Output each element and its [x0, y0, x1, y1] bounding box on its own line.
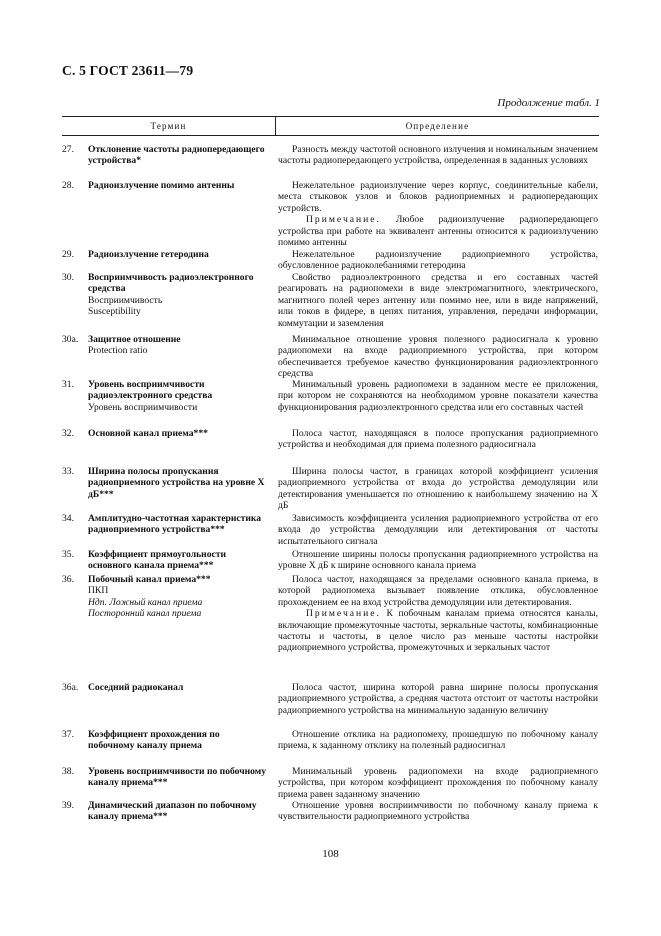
term-synonym: Ндп. Ложный канал приема	[88, 596, 203, 608]
definition-note	[278, 214, 598, 248]
table-continuation-label: Продолжение табл. 1	[497, 97, 600, 109]
definition-cell	[278, 428, 598, 451]
term-text: Коэффициент прохождения по побочному каналу приема	[88, 729, 220, 752]
term-cell	[62, 180, 268, 191]
term-title	[62, 249, 268, 260]
term-number: 27.	[62, 144, 74, 155]
term-text: Побочный канал приема***	[88, 574, 211, 585]
column-header-definition: Определение	[405, 121, 470, 131]
term-title	[62, 766, 268, 789]
definition-cell	[278, 513, 598, 547]
definition-text: Полоса частот, находящаяся в полосе пропускания радиоприемного устройства и необходимая для приема полезного радиосигнала	[278, 428, 598, 451]
term-text: Радиоизлучение помимо антенны	[88, 180, 235, 191]
term-title	[62, 180, 268, 191]
term-cell	[62, 272, 268, 318]
term-number: 34.	[62, 513, 74, 524]
term-title	[62, 144, 268, 167]
term-title	[62, 466, 268, 500]
definition-text: Свойство радиоэлектронного средства и его составных частей реагировать на радиопомехи в виде электромагнитного, электрического, магнитного полей через антенну или помимо нее, или в виде напряжений, или токов в фидере, в цепях питания, управления, передачи информации, коммутации и заземления	[278, 272, 598, 329]
definition-note	[278, 608, 598, 654]
page-number: 108	[322, 848, 339, 860]
definition-cell	[278, 729, 598, 752]
term-text: Соседний радиоканал	[88, 682, 184, 693]
term-text: Динамический диапазон по побочному каналу приема***	[88, 800, 257, 823]
term-title	[62, 334, 268, 345]
term-title	[62, 729, 268, 752]
definition-cell	[278, 574, 598, 654]
term-title	[62, 428, 268, 439]
term-text: Амплитудно-частотная характеристика радиоприемного устройства***	[88, 513, 262, 536]
note-text: Любое радиоизлучение радиопередающего устройства при работе на эквивалент антенны относится к радиоизлучению помимо антенны	[278, 214, 598, 249]
term-text: Отклонение частоты радиопередающего устройства*	[88, 144, 265, 167]
definition-text: Полоса частот, ширина которой равна ширине полосы пропускания радиоприемного устройства, а средняя частота отстоит от частоты настройки радиоприемного устройства на минимальную заданную величину	[278, 682, 598, 716]
definition-cell	[278, 549, 598, 572]
term-title	[62, 549, 268, 572]
document-code: С. 5 ГОСТ 23611—79	[62, 63, 194, 78]
column-header-term: Термин	[150, 121, 187, 131]
term-synonym: Восприимчивость	[88, 294, 163, 306]
definition-text: Минимальный уровень радиопомехи в заданном месте ее приложения, при котором не сохраняются на необходимом уровне показатели качества функционирования радиоэлектронного средства или его составных частей	[278, 379, 598, 413]
definition-cell	[278, 334, 598, 380]
definition-text: Полоса частот, находящаяся за пределами основного канала приема, в которой радиопомеха вызывает появление отклика, обусловленное прохождением ее на вход устройства демодуляции или детектирования.	[278, 574, 598, 608]
term-title	[62, 682, 268, 693]
definition-cell	[278, 682, 598, 716]
definition-text: Нежелательное радиоизлучение через корпус, соединительные кабели, места стыковок узлов и блоков радиоприемных и радиопередающих устройств.	[278, 180, 598, 214]
term-cell	[62, 766, 268, 789]
term-cell	[62, 682, 268, 693]
term-text: Защитное отношение	[88, 334, 181, 345]
definition-cell	[278, 766, 598, 800]
definition-cell	[278, 249, 598, 272]
term-number: 35.	[62, 549, 74, 560]
definition-text: Отношение уровня восприимчивости по побочному каналу приема к чувствительности радиоприемного устройства	[278, 800, 598, 823]
term-title	[62, 272, 268, 295]
definition-cell	[278, 272, 598, 329]
definition-text: Ширина полосы частот, в границах которой коэффициент усиления радиоприемного устройства от входа до устройства демодуляции или детектирования уменьшается по отношению к наибольшему значению на X дБ	[278, 466, 598, 512]
term-cell	[62, 334, 268, 357]
term-number: 36a.	[62, 682, 79, 693]
term-title	[62, 379, 268, 402]
definition-cell	[278, 466, 598, 512]
term-title	[62, 800, 268, 823]
term-text: Восприимчивость радиоэлектронного средства	[88, 272, 254, 295]
term-number: 28.	[62, 180, 74, 191]
term-synonym: ПКП	[88, 585, 109, 597]
note-text: К побочным каналам приема относятся каналы, включающие промежуточные частоты, зеркальные частоты, комбинационные частоты и частоты, в целое число раз меньше частоты настройки радиоприемного устройства, промежуточных и зеркальных частот	[278, 608, 598, 654]
term-number: 39.	[62, 800, 74, 811]
term-text: Уровень восприимчивости по побочному каналу приема***	[88, 766, 267, 789]
term-cell	[62, 800, 268, 823]
term-title	[62, 513, 268, 536]
term-number: 30.	[62, 272, 74, 283]
term-cell	[62, 574, 268, 620]
note-label: Примечание.	[306, 608, 381, 620]
definition-text: Отношение отклика на радиопомеху, прошедшую по побочному каналу приема, к заданному отклику на полезный радиосигнал	[278, 729, 598, 752]
term-title	[62, 574, 268, 585]
term-text: Коэффициент прямоугольности основного канала приема***	[88, 549, 226, 572]
term-text: Радиоизлучение гетеродина	[88, 249, 209, 260]
definition-cell	[278, 180, 598, 248]
definition-cell	[278, 144, 598, 167]
definition-text: Отношение ширины полосы пропускания радиоприемного устройства на уровне X дБ к ширине основного канала приема	[278, 549, 598, 572]
definition-text: Нежелательное радиоизлучение радиоприемного устройства, обусловленное радиоколебаниями гетеродина	[278, 249, 598, 272]
term-synonym: Уровень восприимчивости	[88, 401, 198, 413]
term-number: 37.	[62, 729, 74, 740]
definition-text: Разность между частотой основного излучения и номинальным значением частоты радиопередающего устройства, определенная в заданных условиях	[278, 144, 598, 167]
term-cell	[62, 249, 268, 260]
term-synonym: Susceptibility	[88, 306, 141, 318]
definition-text: Зависимость коэффициента усиления радиоприемного устройства от его входа до устройства демодуляции или детектирования от частоты испытательного сигнала	[278, 513, 598, 547]
term-cell	[62, 513, 268, 536]
note-label: Примечание.	[306, 214, 381, 226]
term-text: Основной канал приема***	[88, 428, 208, 439]
term-number: 29.	[62, 249, 74, 260]
term-synonym: Protection ratio	[88, 345, 148, 357]
term-number: 30a.	[62, 334, 79, 345]
term-number: 33.	[62, 466, 74, 477]
definition-text: Минимальный уровень радиопомехи на входе радиоприемного устройства, при котором коэффициент прохождения по побочному каналу приема равен заданному значению	[278, 766, 598, 800]
term-synonym: Посторонний канал приема	[88, 608, 202, 620]
term-number: 32.	[62, 428, 74, 439]
term-cell	[62, 144, 268, 167]
term-cell	[62, 466, 268, 500]
term-number: 31.	[62, 379, 74, 390]
term-text: Уровень восприимчивости радиоэлектронного средства	[88, 379, 213, 402]
definition-cell	[278, 379, 598, 413]
term-cell	[62, 729, 268, 752]
definition-cell	[278, 800, 598, 823]
definition-text: Минимальное отношение уровня полезного радиосигнала к уровню радиопомехи на входе радиоприемного устройства, при котором обеспечивается требуемое качество функционирования радиоэлектронного средства	[278, 334, 598, 380]
term-number: 38.	[62, 766, 74, 777]
term-cell	[62, 549, 268, 572]
term-number: 36.	[62, 574, 74, 585]
term-cell	[62, 428, 268, 439]
term-cell	[62, 379, 268, 413]
term-text: Ширина полосы пропускания радиоприемного устройства на уровне X дБ***	[88, 466, 265, 500]
